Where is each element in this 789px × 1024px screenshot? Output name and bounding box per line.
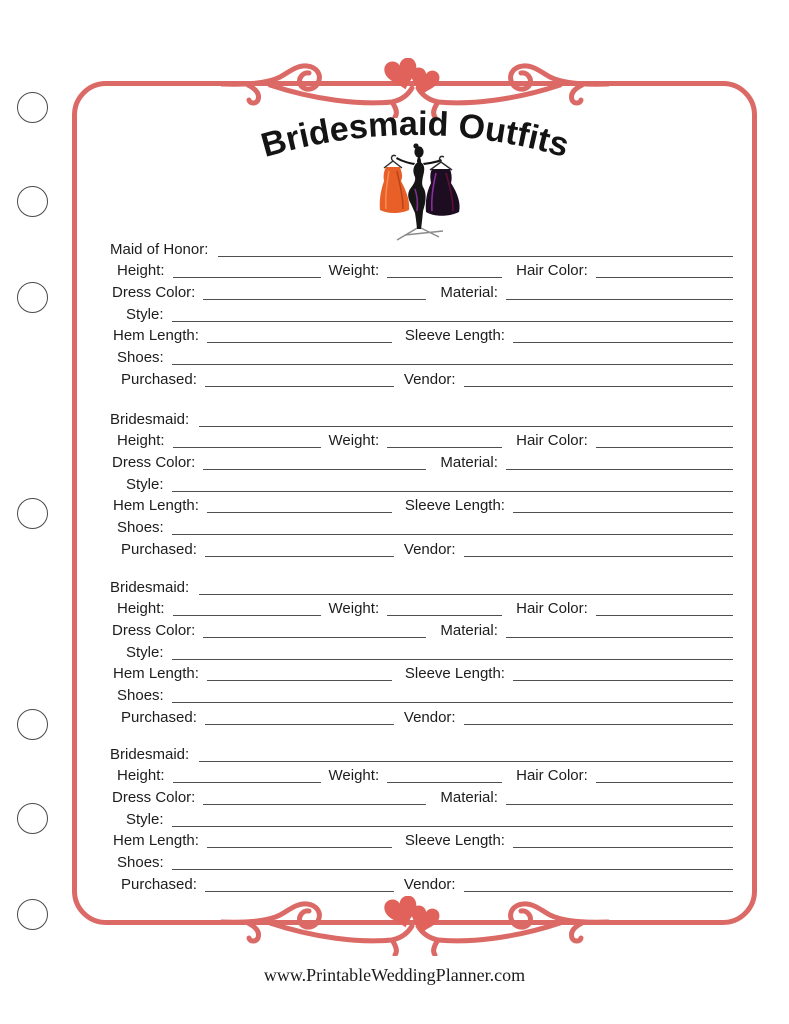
section-bridesmaid-2	[73, 576, 733, 728]
shoes-label: Shoes:	[117, 854, 164, 872]
material-label: Material:	[440, 789, 498, 807]
hair-color-label: Hair Color:	[516, 600, 588, 618]
field-line-material	[506, 299, 733, 300]
hair-color-label: Hair Color:	[516, 262, 588, 280]
form-row	[73, 808, 733, 830]
weight-label: Weight:	[328, 767, 380, 785]
field-line-name	[199, 594, 733, 595]
field-line-hair-color	[596, 615, 733, 616]
hair-color-label: Hair Color:	[516, 767, 588, 785]
field-line-shoes	[172, 364, 733, 365]
hair-color-label: Hair Color:	[516, 432, 588, 450]
form-row	[73, 830, 733, 852]
field-line-dress-color	[203, 469, 426, 470]
style-label: Style:	[126, 810, 164, 828]
field-line-hem-length	[207, 512, 392, 513]
form-row	[73, 598, 733, 620]
page-title-text: Bridesmaid Outfits	[257, 104, 574, 165]
dress-color-label: Dress Color:	[112, 789, 196, 807]
hole-punch-icon	[17, 709, 48, 740]
height-label: Height:	[117, 262, 165, 280]
field-line-height	[173, 782, 321, 783]
field-line-material	[506, 637, 733, 638]
material-label: Material:	[440, 454, 498, 472]
field-line-hem-length	[207, 680, 392, 681]
field-line-material	[506, 804, 733, 805]
section-bridesmaid-3	[73, 743, 733, 895]
form-row	[73, 516, 733, 538]
form-row	[73, 684, 733, 706]
field-line-sleeve-length	[513, 342, 733, 343]
section-maid-of-honor	[73, 238, 733, 390]
field-line-weight	[387, 277, 502, 278]
form-row	[73, 765, 733, 787]
form-row	[73, 325, 733, 347]
hem-length-label: Hem Length:	[113, 665, 199, 683]
field-line-purchased	[205, 556, 394, 557]
field-line-sleeve-length	[513, 847, 733, 848]
sleeve-length-label: Sleeve Length:	[404, 832, 505, 850]
purchased-label: Purchased:	[121, 370, 197, 388]
field-line-height	[173, 615, 321, 616]
field-line-hair-color	[596, 782, 733, 783]
field-line-shoes	[172, 869, 733, 870]
section-title-label: Bridesmaid:	[110, 745, 190, 763]
field-line-shoes	[172, 534, 733, 535]
field-line-style	[172, 659, 733, 660]
field-line-dress-color	[203, 299, 426, 300]
form-row	[73, 743, 733, 765]
shoes-label: Shoes:	[117, 349, 164, 367]
form-row	[73, 473, 733, 495]
footer-website-url: www.PrintableWeddingPlanner.com	[263, 965, 526, 985]
dress-color-label: Dress Color:	[112, 284, 196, 302]
form-row	[73, 368, 733, 390]
sleeve-length-label: Sleeve Length:	[404, 497, 505, 515]
shoes-label: Shoes:	[117, 519, 164, 537]
field-line-dress-color	[203, 637, 426, 638]
form-row	[73, 619, 733, 641]
style-label: Style:	[126, 305, 164, 323]
weight-label: Weight:	[328, 262, 380, 280]
form-row	[73, 281, 733, 303]
section-bridesmaid-1	[73, 408, 733, 560]
field-line-height	[173, 447, 321, 448]
purchased-label: Purchased:	[121, 708, 197, 726]
sleeve-length-label: Sleeve Length:	[404, 327, 505, 345]
field-line-hair-color	[596, 447, 733, 448]
form-row	[73, 408, 733, 430]
field-line-weight	[387, 615, 502, 616]
material-label: Material:	[440, 284, 498, 302]
field-line-name	[199, 426, 733, 427]
form-row	[73, 260, 733, 282]
form-row	[73, 706, 733, 728]
hole-punch-icon	[17, 498, 48, 529]
field-line-vendor	[464, 386, 733, 387]
style-label: Style:	[126, 475, 164, 493]
form-row	[73, 451, 733, 473]
style-label: Style:	[126, 643, 164, 661]
dresses-illustration-icon	[353, 141, 471, 241]
form-row	[73, 538, 733, 560]
form-row	[73, 851, 733, 873]
purchased-label: Purchased:	[121, 875, 197, 893]
field-line-hem-length	[207, 342, 392, 343]
dress-color-label: Dress Color:	[112, 454, 196, 472]
field-line-style	[172, 321, 733, 322]
field-line-weight	[387, 782, 502, 783]
hem-length-label: Hem Length:	[113, 327, 199, 345]
sleeve-length-label: Sleeve Length:	[404, 665, 505, 683]
field-line-name	[199, 761, 733, 762]
field-line-purchased	[205, 891, 394, 892]
hem-length-label: Hem Length:	[113, 832, 199, 850]
purchased-label: Purchased:	[121, 540, 197, 558]
field-line-hem-length	[207, 847, 392, 848]
dress-color-label: Dress Color:	[112, 622, 196, 640]
section-title-label: Maid of Honor:	[110, 240, 209, 258]
orange-dress	[380, 155, 409, 213]
height-label: Height:	[117, 600, 165, 618]
material-label: Material:	[440, 622, 498, 640]
field-line-purchased	[205, 386, 394, 387]
height-label: Height:	[117, 432, 165, 450]
field-line-purchased	[205, 724, 394, 725]
field-line-style	[172, 826, 733, 827]
form-row	[73, 663, 733, 685]
hole-punch-icon	[17, 803, 48, 834]
hem-length-label: Hem Length:	[113, 497, 199, 515]
field-line-shoes	[172, 702, 733, 703]
form-row	[73, 495, 733, 517]
field-line-vendor	[464, 891, 733, 892]
shoes-label: Shoes:	[117, 687, 164, 705]
form-row	[73, 641, 733, 663]
field-line-weight	[387, 447, 502, 448]
form-row	[73, 303, 733, 325]
field-line-style	[172, 491, 733, 492]
field-line-material	[506, 469, 733, 470]
vendor-label: Vendor:	[403, 708, 456, 726]
hole-punch-icon	[17, 282, 48, 313]
form-row	[73, 238, 733, 260]
hole-punch-icon	[17, 186, 48, 217]
purple-dress	[426, 156, 460, 215]
vendor-label: Vendor:	[403, 370, 456, 388]
weight-label: Weight:	[328, 432, 380, 450]
field-line-sleeve-length	[513, 680, 733, 681]
form-row	[73, 873, 733, 895]
hole-punch-icon	[17, 92, 48, 123]
field-line-sleeve-length	[513, 512, 733, 513]
field-line-dress-color	[203, 804, 426, 805]
hole-punch-icon	[17, 899, 48, 930]
form-row	[73, 346, 733, 368]
form-row	[73, 430, 733, 452]
field-line-name	[218, 256, 733, 257]
field-line-vendor	[464, 556, 733, 557]
field-line-vendor	[464, 724, 733, 725]
section-title-label: Bridesmaid:	[110, 578, 190, 596]
form-row	[73, 786, 733, 808]
height-label: Height:	[117, 767, 165, 785]
weight-label: Weight:	[328, 600, 380, 618]
bottom-flourish-hearts-icon	[220, 896, 610, 956]
section-title-label: Bridesmaid:	[110, 410, 190, 428]
form-row	[73, 576, 733, 598]
field-line-hair-color	[596, 277, 733, 278]
vendor-label: Vendor:	[403, 875, 456, 893]
field-line-height	[173, 277, 321, 278]
vendor-label: Vendor:	[403, 540, 456, 558]
